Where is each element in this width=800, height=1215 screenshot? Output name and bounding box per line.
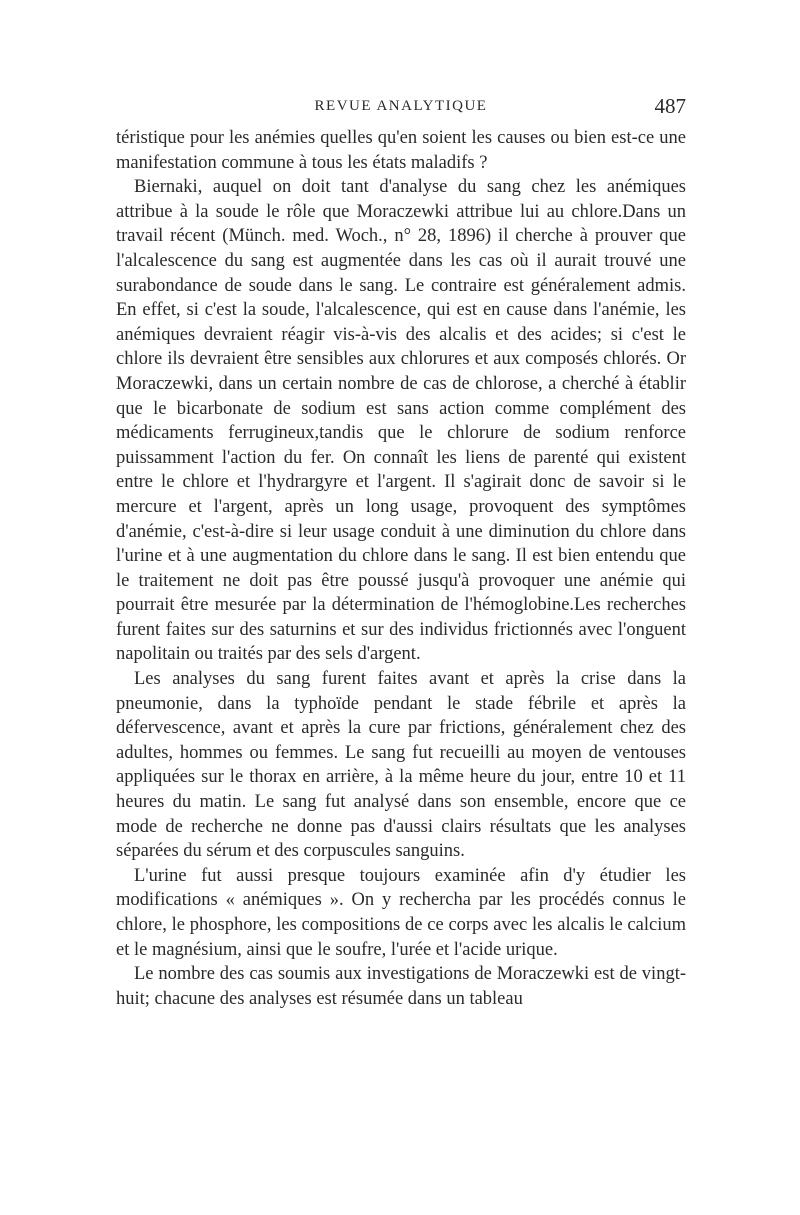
page-header [116,94,686,124]
running-title: REVUE ANALYTIQUE [314,98,488,114]
body-text [116,126,686,1011]
paragraph-urine: L'urine fut aussi presque toujours examinée afin d'y étudier les modifications « anémiques ». On y rechercha par les procédés connus le chlore, le phosphore, les compositions de ce corps avec les alcalis le calcium et le magnésium, ainsi que le soufre, l'urée et l'acide urique. [116,865,686,960]
paragraph-continuation: téristique pour les anémies quelles qu'en soient les causes ou bien est-ce une manifestation commune à tous les états maladifs ? [116,128,686,173]
paragraph-blood-analyses: Les analyses du sang furent faites avant et après la crise dans la pneumonie, dans la typhoïde pendant le stade fébrile et après la défervescence, avant et après la cure par frictions, généralement chez des adultes, hommes ou femmes. Le sang fut recueilli au moyen de ventouses appliquées sur le thorax en arrière, à la même heure du jour, entre 10 et 11 heures du matin. Le sang fut analysé dans son ensemble, encore que ce mode de recherche ne donne pas d'aussi clairs résultats que les analyses séparées du sérum et des corpuscules sanguins. [116,669,686,862]
paragraph-cases: Le nombre des cas soumis aux investigations de Moraczewki est de vingt-huit; chacune des analyses est résumée dans un tableau [116,964,686,1009]
page-number: 487 [654,94,686,118]
paragraph-biernaki: Biernaki, auquel on doit tant d'analyse du sang chez les anémiques attribue à la soude le rôle que Moraczewki attribue lui au chlore.Dans un travail récent (Münch. med. Woch., n° 28, 1896) il cherche à prouver que l'alcalescence du sang est augmentée dans les cas où il aurait trouvé une surabondance de soude dans le sang. Le contraire est généralement admis. En effet, si c'est la soude, l'alcalescence, qui est en cause dans l'anémie, les anémiques devraient réagir vis-à-vis des alcalis et des acides; si c'est le chlore ils devraient être sensibles aux chlorures et aux composés chlorés. Or Moraczewki, dans un certain nombre de cas de chlorose, a cherché à établir que le bicarbonate de sodium est sans action comme complément des médicaments ferrugineux,tandis que le chlorure de sodium renforce puissamment l'action du fer. On connaît les liens de parenté qui existent entre le chlore et l'hydrargyre et l'argent. Il s'agirait donc de savoir si le mercure et l'argent, après un long usage, provoquent des symptômes d'anémie, c'est-à-dire si leur usage conduit à une diminution du chlore dans l'urine et à une augmentation du chlore dans le sang. Il est bien entendu que le traitement ne doit pas être poussé jusqu'à provoquer une anémie qui pourrait être mesurée par la détermination de l'hémoglobine.Les recherches furent faites sur des saturnins et sur des individus frictionnés avec l'onguent napolitain ou traités par des sels d'argent. [116,177,686,665]
